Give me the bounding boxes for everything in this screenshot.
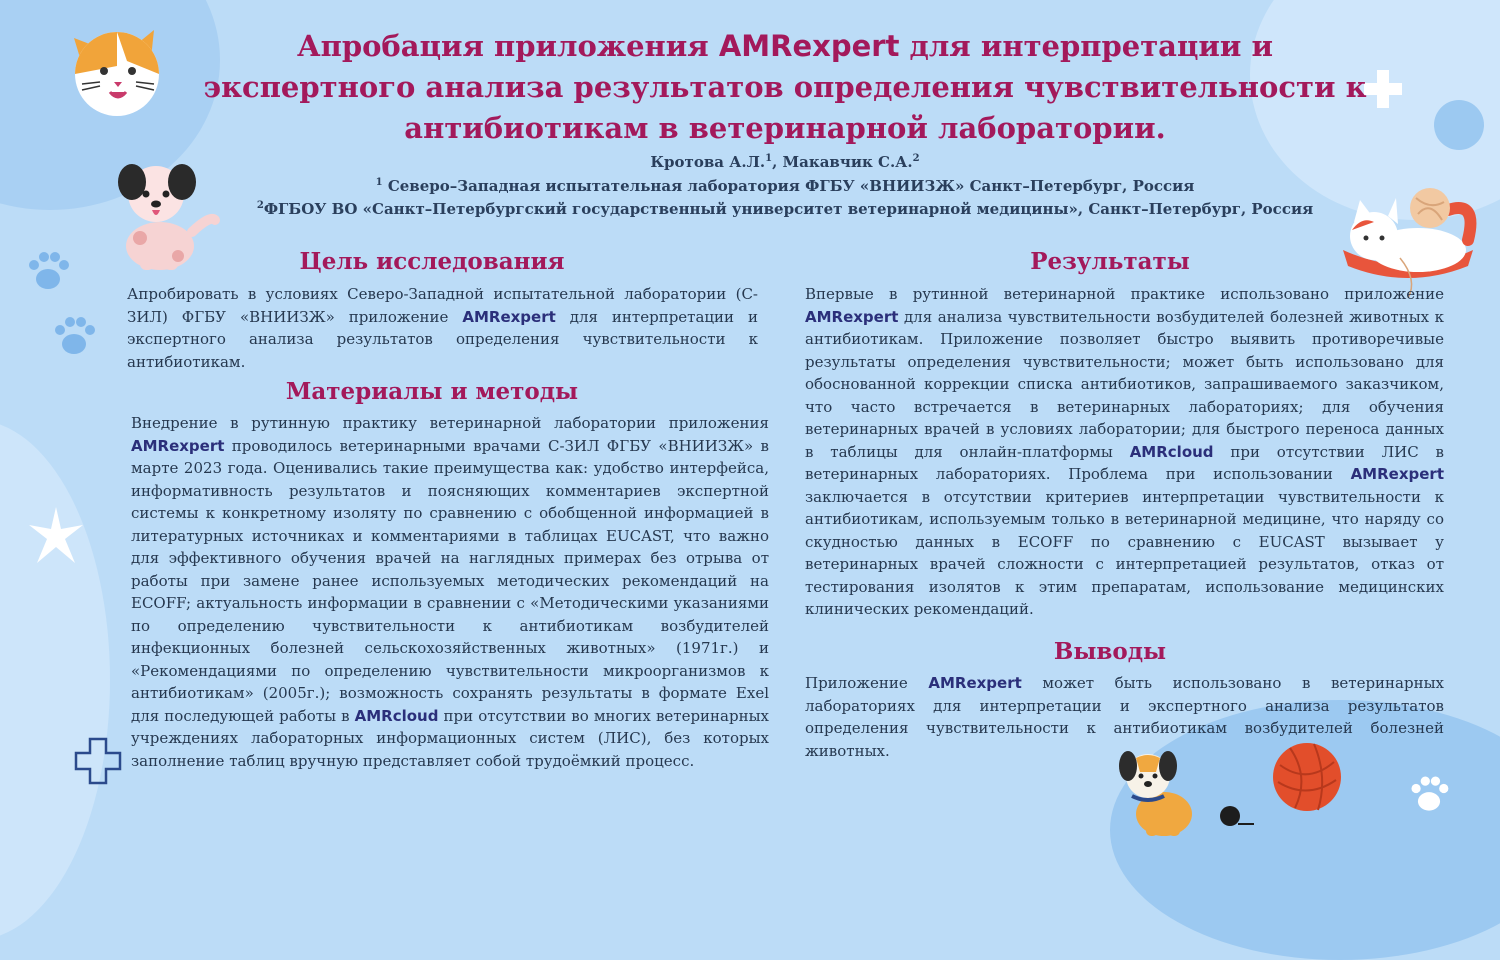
- plus-outline-icon: [73, 736, 123, 786]
- sparkle-icon: [25, 505, 87, 567]
- conclusions-text: Приложение AMRexpert может быть использовано в ветеринарных лабораториях для интерпретации и экспертного анализа результатов определения чувствительности к антибиотикам возбудителей болезней животных.: [805, 674, 1444, 760]
- small-ball-icon: [1216, 802, 1256, 832]
- authors: Кротова А.Л.$^1$, Макавчик С.А.$^2$: [650, 153, 920, 171]
- conclusions-heading: Выводы: [1053, 638, 1167, 665]
- goal-heading: Цель исследования: [299, 248, 565, 275]
- brand-amrexpert: AMRexpert: [805, 307, 899, 326]
- poster-title: [200, 26, 1370, 149]
- title-brand: AMRexpert: [718, 29, 900, 63]
- affiliation-1: $^1$ Северо–Западная испытательная лаборатория ФГБУ «ВНИИЗЖ» Санкт–Петербург, Россия: [375, 177, 1195, 195]
- methods-heading: Материалы и методы: [285, 378, 579, 405]
- results-text: Впервые в рутинной ветеринарной практике использовано приложение AMRexpert для анализа чувствительности возбудителей болезней животных к антибиотикам. Приложение позволяет быстро выявить противоречивые результаты определения чувствительности; может быть использовано для обоснованной коррекции списка антибиотиков, запрашиваемого заказчиком, что часто встречается в ветеринарных лабораториях; для обучения ветеринарных врачей в условиях лаборатории; для быстрого переноса данных в таблицы для онлайн-платформы AMRcloud при отсутствии ЛИС в ветеринарных лабораториях. Проблема при использовании AMRexpert заключается в отсутствии критериев интерпретации чувствительности к антибиотикам, используемым только в ветеринарной медицине, что наряду со скудностью данных в ECOFF по сравнению с EUCAST вызывает у ветеринарных врачей сложности с интерпретацией результатов, отказ от тестирования изолятов к этим препаратам, использование медицинских клинических рекомендаций.: [805, 285, 1444, 618]
- results-heading: Результаты: [1030, 248, 1190, 275]
- brand-amrexpert: AMRexpert: [462, 307, 556, 326]
- goal-text: Апробировать в условиях Северо-Западной испытательной лаборатории (С-ЗИЛ) ФГБУ «ВНИИЗЖ» приложение AMRexpert для интерпретации и экспертного анализа результатов определения чувствительности к антибиотикам.: [127, 285, 758, 371]
- paw-print-icon-3: [1405, 770, 1453, 818]
- title-text-part1: Апробация приложения: [296, 29, 719, 63]
- cat-illustration: [62, 16, 172, 116]
- background-circle-right: [1434, 100, 1484, 150]
- brand-amrcloud: AMRcloud: [354, 706, 439, 725]
- brand-amrexpert: AMRexpert: [1350, 465, 1444, 483]
- brand-amrexpert: AMRexpert: [928, 674, 1022, 692]
- brand-amrexpert: AMRexpert: [131, 436, 225, 455]
- cat-with-yarn-illustration: [1338, 180, 1478, 300]
- paw-print-icon: [22, 245, 74, 297]
- affiliation-2: $^2$ФГБОУ ВО «Санкт–Петербургский государственный университет ветеринарной медицины», Санкт–Петербург, Россия: [256, 200, 1314, 218]
- brand-amrcloud: AMRcloud: [1129, 442, 1214, 461]
- title-text-part2: для интерпретации и экспертного анализа результатов определения чувствительности к антибиотикам в ветеринарной лаборатории.: [203, 29, 1367, 145]
- paw-print-icon-2: [48, 310, 100, 362]
- methods-text: Внедрение в рутинную практику ветеринарной лаборатории приложения AMRexpert проводилось ветеринарными врачами С-ЗИЛ ФГБУ «ВНИИЗЖ» в марте 2023 года. Оценивались такие преимущества как: удобство интерфейса, информативность результатов и поясняющих комментариев экспертной системы к конкретному изоляту по сравнению с обобщенной информацией в литературных источниках и комментариями в таблицах EUCAST, что важно для эффективного обучения врачей на наглядных примерах без отрыва от работы при замене ранее используемых методических рекомендаций на ECOFF; актуальность информации в сравнении с «Методическими указаниями по определению чувствительности к антибиотикам возбудителей инфекционных болезней сельскохозяйственных животных» (1971г.) и «Рекомендациями по определению чувствительности микроорганизмов к антибиотикам» (2005г.); возможность сохранять результаты в формате Exel для последующей работы в AMRcloud при отсутствии во многих ветеринарных учреждениях лабораторных информационных систем (ЛИС), без которых заполнение таблиц вручную представляет собой трудоёмкий процесс.: [131, 414, 769, 770]
- background-blob-bottom-left: [0, 420, 110, 940]
